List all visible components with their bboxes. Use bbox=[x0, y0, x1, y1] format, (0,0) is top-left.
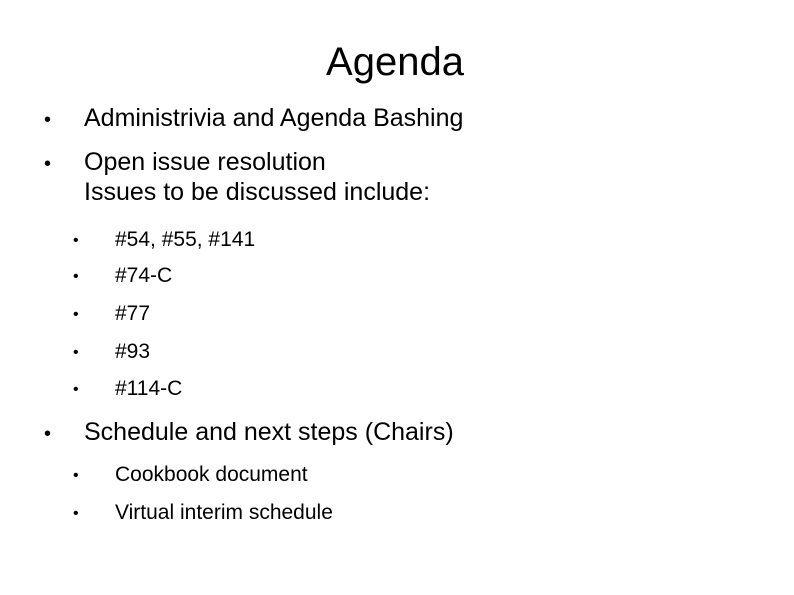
bullet-item-administrivia bbox=[0, 104, 794, 136]
sub-bullet-issue bbox=[0, 375, 794, 403]
bullet-glyph: • bbox=[44, 423, 52, 445]
bullet-glyph: • bbox=[73, 381, 79, 398]
sub-bullet-text: #74-C bbox=[115, 264, 173, 287]
sub-bullet-issue bbox=[0, 262, 794, 290]
bullet-glyph: • bbox=[73, 467, 79, 484]
sub-bullet-issue bbox=[0, 338, 794, 366]
sub-bullet-issue bbox=[0, 300, 794, 328]
bullet-text: Schedule and next steps (Chairs) bbox=[84, 418, 454, 446]
bullet-glyph: • bbox=[44, 153, 52, 175]
sub-bullet-text: Cookbook document bbox=[115, 463, 308, 486]
bullet-glyph: • bbox=[73, 505, 79, 522]
sub-bullet-issue bbox=[0, 226, 794, 254]
sub-bullet-text: #93 bbox=[115, 340, 151, 363]
bullet-text: Administrivia and Agenda Bashing bbox=[84, 104, 464, 132]
bullet-glyph: • bbox=[73, 268, 79, 285]
bullet-glyph: • bbox=[73, 306, 79, 323]
sub-bullet-text: Virtual interim schedule bbox=[115, 501, 333, 524]
bullet-text: Open issue resolution bbox=[84, 148, 326, 176]
slide-title bbox=[0, 40, 794, 84]
bullet-item-schedule bbox=[0, 418, 794, 450]
sub-bullet-schedule-item bbox=[0, 461, 794, 489]
slide-title-text: Agenda bbox=[326, 40, 464, 84]
bullet-glyph: • bbox=[73, 232, 79, 249]
bullet-continuation-text: Issues to be discussed include: bbox=[84, 178, 431, 206]
bullet-item-open-issue bbox=[0, 148, 794, 212]
sub-bullet-text: #54, #55, #141 bbox=[115, 228, 256, 251]
sub-bullet-text: #77 bbox=[115, 302, 151, 325]
sub-bullet-schedule-item bbox=[0, 499, 794, 527]
sub-bullet-text: #114-C bbox=[115, 377, 183, 400]
bullet-glyph: • bbox=[44, 109, 52, 131]
bullet-glyph: • bbox=[73, 344, 79, 361]
